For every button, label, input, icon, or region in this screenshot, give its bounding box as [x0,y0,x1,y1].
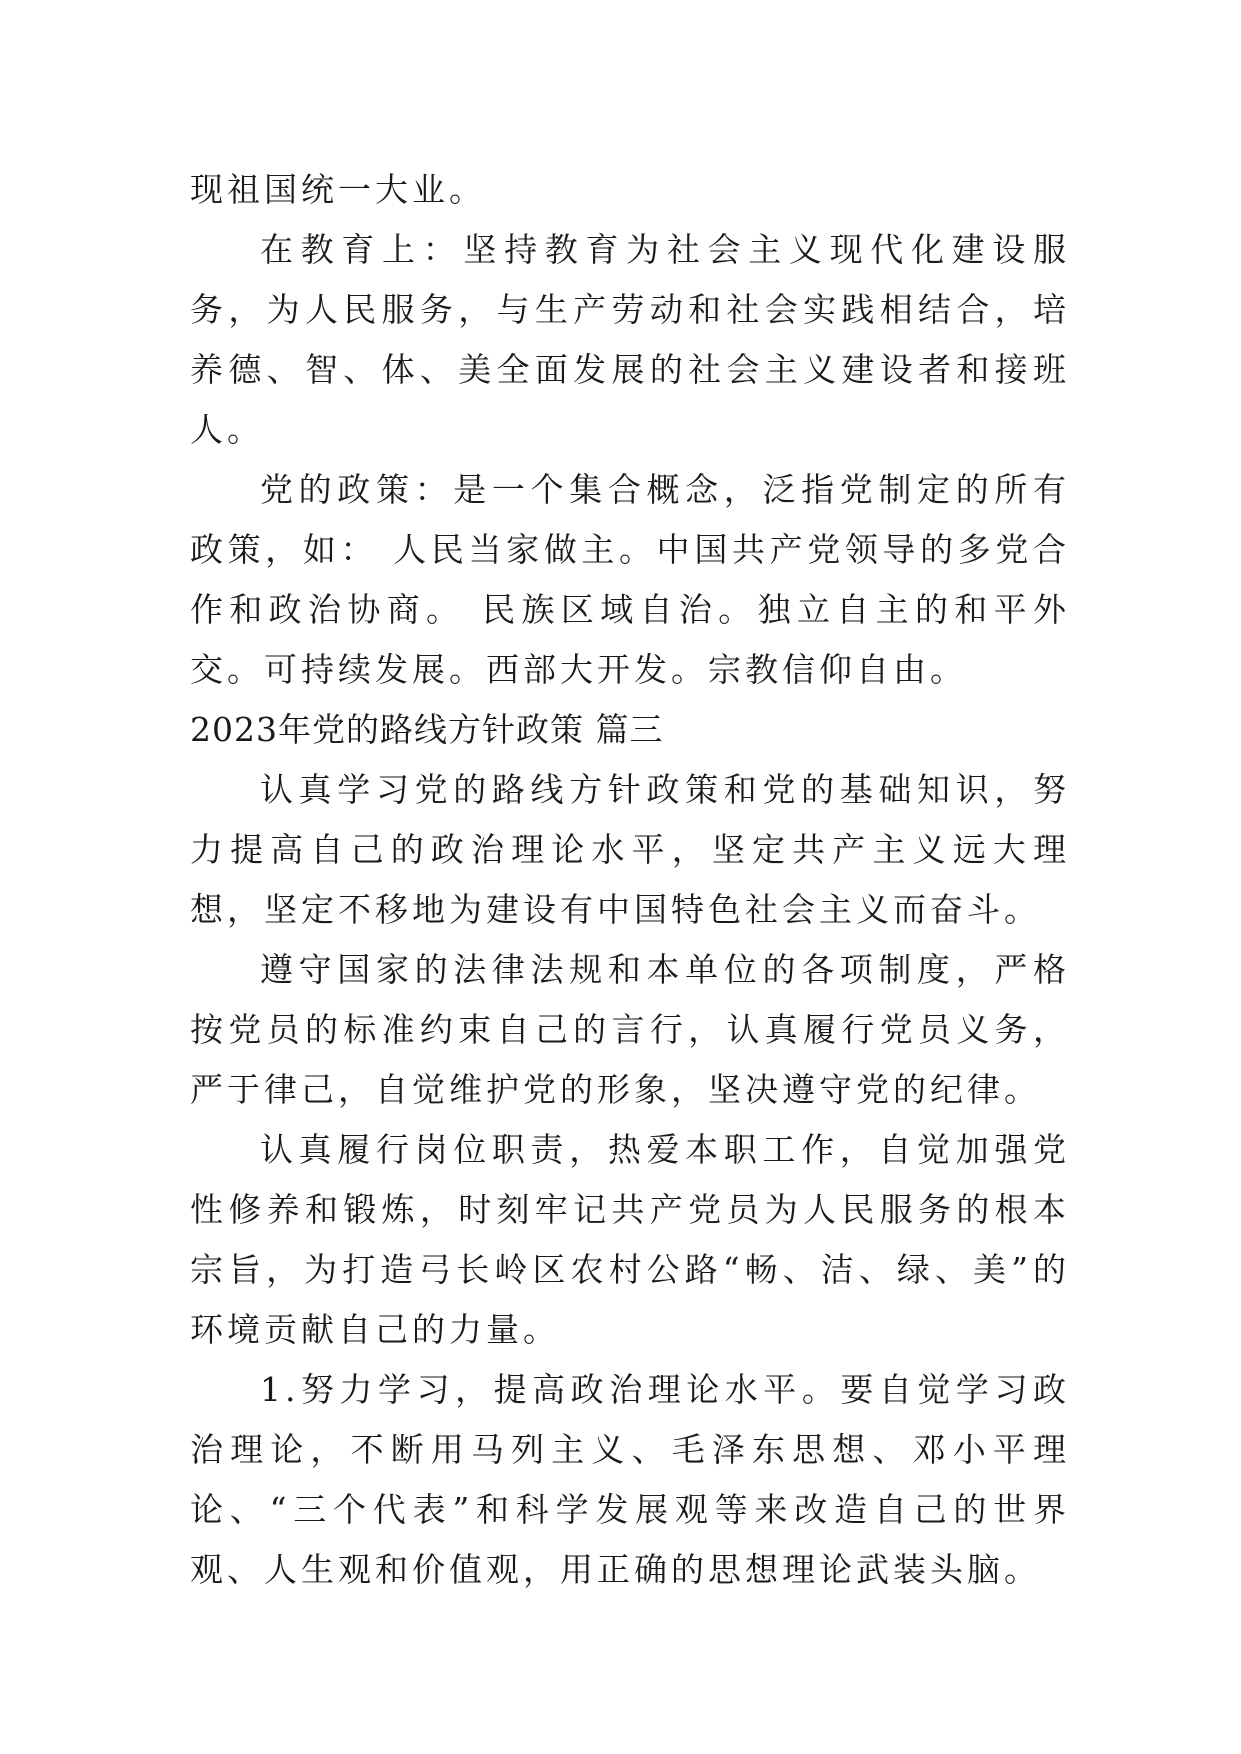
paragraph-duty: 认真履行岗位职责，热爱本职工作，自觉加强党性修养和锻炼，时刻牢记共产党员为人民服务的根本宗旨，为打造弓长岭区农村公路“畅、洁、绿、美”的环境贡献自己的力量。 [190,1130,1070,1349]
paragraph-continuation: 现祖国统一大业。 [190,170,486,209]
paragraph-party-policy: 党的政策：是一个集合概念，泛指党制定的所有政策，如： 人民当家做主。中国共产党领导的多党合作和政治协商。 民族区域自治。独立自主的和平外交。可持续发展。西部大开发。宗教信仰自由。 [190,470,1070,689]
document-page [190,160,1070,1600]
paragraph-item-1: 1.努力学习，提高政治理论水平。要自觉学习政治理论，不断用马列主义、毛泽东思想、邓小平理论、“三个代表”和科学发展观等来改造自己的世界观、人生观和价值观，用正确的思想理论武装头脑。 [190,1370,1070,1589]
section-heading: 2023年党的路线方针政策 篇三 [190,710,664,749]
paragraph-education: 在教育上：坚持教育为社会主义现代化建设服务，为人民服务，与生产劳动和社会实践相结合，培养德、智、体、美全面发展的社会主义建设者和接班人。 [190,230,1070,449]
paragraph-law: 遵守国家的法律法规和本单位的各项制度，严格按党员的标准约束自己的言行，认真履行党员义务，严于律己，自觉维护党的形象，坚决遵守党的纪律。 [190,950,1070,1109]
paragraph-study: 认真学习党的路线方针政策和党的基础知识，努力提高自己的政治理论水平，坚定共产主义远大理想，坚定不移地为建设有中国特色社会主义而奋斗。 [190,770,1070,929]
